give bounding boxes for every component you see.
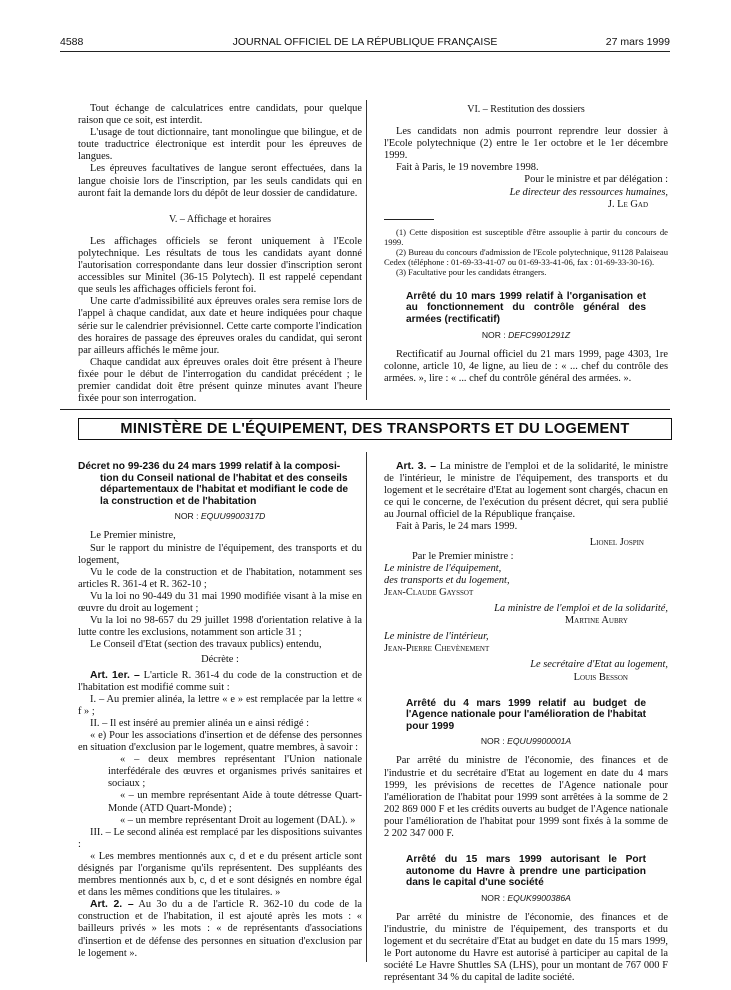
- signature-line: des transports et du logement,: [384, 574, 510, 586]
- signature-line: Pour le ministre et par délégation :: [524, 174, 668, 186]
- list-item: « – deux membres représentant l'Union nationale interfédérale des œuvres et organismes privés sanitaires et sociaux ;: [108, 754, 362, 790]
- paragraph: II. – Il est inséré au premier alinéa un e ainsi rédigé :: [90, 717, 309, 729]
- signatory-name: Martine Aubry: [564, 615, 628, 627]
- signatory-name: Lionel Jospin: [589, 536, 644, 548]
- list-item: « – un membre représentant Droit au logement (DAL). »: [120, 814, 356, 826]
- paragraph: « e) Pour les associations d'insertion et de défense des personnes en situation d'exclusion par le logement, quatre membres, à savoir :: [78, 729, 362, 754]
- column-divider: [366, 452, 367, 962]
- paragraph: Par arrêté du ministre de l'économie, des finances et de l'industrie et du secrétaire d'Etat au logement en date du 4 mars 1999, les prévisions de recettes de l'Agence nationale pour l'amélioration de l'habitat pour 1999 sont arrêtées à la somme de 2 202 869 000 F et les crédits ouverts au budget de l'Agence nationale pour l'amélioration de l'habitat pour 1999 sont fixés à la somme de 2 202 347 000 F.: [384, 755, 668, 840]
- section-heading: V. – Affichage et horaires: [168, 213, 272, 225]
- paragraph: Les candidats non admis pourront reprendre leur dossier à l'Ecole polytechnique (2) entre le 1er octobre et le 1er décembre 1999.: [384, 126, 668, 162]
- paragraph: « Les membres mentionnés aux c, d et e du présent article sont désignés par l'organisme qu'ils représentent. Des suppléants des membres mentionnés aux b, c, d et e sont désignés en nombre égal et dans les mêmes conditions que les titulaires. »: [78, 850, 362, 899]
- paragraph: L'usage de tout dictionnaire, tant monolingue que bilingue, et de toute traductrice électronique est interdit pour les épreuves de langues.: [78, 127, 362, 163]
- column-divider: [366, 100, 367, 400]
- issue-date: 27 mars 1999: [605, 36, 670, 48]
- nor-reference: [384, 735, 668, 747]
- nor-code: EQUU9900001A: [507, 736, 572, 747]
- paragraph: I. – Au premier alinéa, la lettre « e » est remplacée par la lettre « f » ;: [78, 693, 362, 717]
- arrete-title: Arrêté du 4 mars 1999 relatif au budget de l'Agence nationale pour l'amélioration de l'habitat pour 1999: [406, 697, 646, 732]
- nor-label: NOR :: [481, 329, 506, 340]
- nor-label: NOR :: [481, 892, 505, 903]
- signature-line: Par le Premier ministre :: [412, 550, 514, 562]
- paragraph: Sur le rapport du ministre de l'équipement, des transports et du logement,: [78, 542, 362, 566]
- section-heading: VI. – Restitution des dossiers: [467, 104, 585, 115]
- paragraph: Le Conseil d'Etat (section des travaux publics) entendu,: [90, 639, 322, 651]
- article-text: L'article R. 361-4 du code de la construction et de l'habitation est modifié comme suit :: [78, 669, 362, 693]
- paragraph: Les affichages officiels se feront uniquement à l'Ecole polytechnique. Les résultats de tous les candidats ayant donné l'autorisation correspondante dans leur dossier d'inscription seront accessibles sur Minitel (36-15 Polytech). Il est rappelé cependant que seuls les affichages officiels feront foi.: [78, 235, 362, 296]
- signatory-name: J. Le Gad: [607, 198, 648, 210]
- nor-code: EQUU9900317D: [200, 511, 266, 522]
- paragraph: Fait à Paris, le 19 novembre 1998.: [396, 162, 539, 174]
- article-1: [78, 670, 362, 694]
- signatory-name: Jean-Claude Gayssot: [384, 586, 474, 598]
- ministry-heading: MINISTÈRE DE L'ÉQUIPEMENT, DES TRANSPORTS ET DU LOGEMENT: [78, 418, 672, 440]
- page-number: 4588: [60, 36, 84, 48]
- nor-label: NOR :: [480, 736, 505, 747]
- top-right-column: [384, 104, 668, 385]
- paragraph: Vu le code de la construction et de l'habitation, notamment ses articles R. 361-4 et R. 362-10 ;: [78, 566, 362, 590]
- decrete-heading: Décrète :: [201, 654, 239, 666]
- list-item: « – un membre représentant Aide à toute détresse Quart-Monde (ATD Quart-Monde) ;: [108, 790, 362, 814]
- footnote: (1) Cette disposition est susceptible d'être assouplie à partir du concours de 1999.: [384, 226, 668, 247]
- decret-title-line: Décret no 99-236 du 24 mars 1999 relatif à la composi-: [78, 461, 341, 472]
- paragraph: Les épreuves facultatives de langue seront effectuées, dans la langue choisie lors de l'inscription, par les seuls candidats qui en auront fait la demande lors du dépôt de leur dossier de candidature.: [78, 163, 362, 199]
- top-left-column: [78, 103, 362, 405]
- paragraph: Rectificatif au Journal officiel du 21 mars 1999, page 4303, 1re colonne, article 10, 4e ligne, au lieu de : « ... chef du contrôle des armées. », lire : « ... chef du contrôle général des armées. ».: [384, 348, 668, 384]
- decret-title-line: départementaux de l'habitat et modifiant le code de: [100, 484, 349, 496]
- footnote: (2) Bureau du concours d'admission de l'Ecole polytechnique, 91128 Palaiseau Cedex (téléphone : 01-69-33-41-07 ou 01-69-33-41-06, fax : 01-69-33-30-16).: [384, 246, 668, 267]
- signatory-name: Jean-Pierre Chevènement: [384, 643, 490, 655]
- footnote-rule: [384, 219, 434, 220]
- signature-line: La ministre de l'emploi et de la solidarité,: [494, 603, 668, 615]
- decret-column: [78, 461, 362, 960]
- header-rule: [60, 51, 670, 52]
- signature-line: Le directeur des ressources humaines,: [509, 186, 668, 198]
- arrete-title: Arrêté du 15 mars 1999 autorisant le Port autonome du Havre à prendre une participation dans le capital d'une société: [406, 854, 646, 889]
- article-label: Art. 2. –: [90, 899, 134, 911]
- nor-reference: [384, 892, 668, 904]
- paragraph: Le Premier ministre,: [90, 530, 176, 542]
- paragraph: Chaque candidat aux épreuves orales doit être présent à l'heure fixée pour le début de l'interrogation du candidat précédent ; le premier candidat doit être présent quinze minutes avant l'heure fixée pour son interrogation.: [78, 356, 362, 405]
- nor-label: NOR :: [174, 511, 199, 522]
- signature-line: Le ministre de l'équipement,: [384, 562, 502, 574]
- decret-title-line: tion du Conseil national de l'habitat et des conseils: [100, 472, 348, 484]
- nor-code: DEFC9901291Z: [508, 329, 571, 340]
- article-label: Art. 1er. –: [90, 669, 140, 681]
- signature-line: Le secrétaire d'Etat au logement,: [530, 659, 668, 671]
- section-rule: [60, 409, 670, 410]
- signatory-name: Louis Besson: [573, 671, 628, 683]
- paragraph: Vu la loi no 90-449 du 31 mai 1990 modifiée visant à la mise en œuvre du droit au logement ;: [78, 590, 362, 615]
- nor-reference: [384, 329, 668, 341]
- paragraph: III. – Le second alinéa est remplacé par les dispositions suivantes :: [78, 826, 362, 850]
- paragraph: Une carte d'admissibilité aux épreuves orales sera remise lors de l'appel à chaque candidat, aux date et heure indiquées pour chaque série sur le calendrier prévisionnel. Cette carte comporte l'indication des horaires de passage des épreuves orales du candidat, qui seront par ailleurs affichés le même jour.: [78, 296, 362, 356]
- arrete-title: Arrêté du 10 mars 1999 relatif à l'organisation et au fonctionnement du contrôle général des armées (rectificatif): [406, 290, 646, 325]
- article-2: [78, 899, 362, 959]
- nor-code: EQUK9900386A: [507, 892, 571, 903]
- article-3: [384, 461, 668, 521]
- page-header: [60, 36, 670, 50]
- journal-title: JOURNAL OFFICIEL DE LA RÉPUBLIQUE FRANÇAISE: [232, 36, 498, 48]
- article-text: Au 3o du a de l'article R. 362-10 du code de la construction et de l'habitation, il est ajouté après les mots : « bailleurs privés » les mots : « de représentants d'associations d'insertion et de défense des personnes en situation d'exclusion par le logement ».: [78, 899, 362, 959]
- article-label: Art. 3. –: [396, 461, 437, 472]
- paragraph: Par arrêté du ministre de l'économie, des finances et de l'industrie, du ministre de l'équipement, des transports et du logement et du secrétaire d'Etat au budget en date du 15 mars 1999, le Port autonome du Havre est autorisé à participer au capital de la société Le Havre Shuttles SA (LHS), pour un montant de 767 000 F représentant 34 % du capital de ladite société.: [384, 912, 668, 984]
- paragraph: Vu la loi no 98-657 du 29 juillet 1998 d'orientation relative à la lutte contre les exclusions, notamment son article 31 ;: [78, 615, 362, 639]
- paragraph: Fait à Paris, le 24 mars 1999.: [396, 521, 518, 533]
- footnote: (3) Facultative pour les candidats étrangers.: [396, 266, 547, 277]
- decret-title: [78, 461, 362, 507]
- signature-line: Le ministre de l'intérieur,: [384, 631, 489, 643]
- article-text: La ministre de l'emploi et de la solidarité, le ministre de l'intérieur, le ministre de l'équipement, des transports et du logement et le secrétaire d'Etat au logement sont chargés, chacun en ce qui le concerne, de l'exécution du présent décret, qui sera publié au Journal officiel de la République française.: [384, 461, 668, 521]
- nor-reference: [78, 510, 362, 522]
- decret-title-line: la construction et de l'habitation: [100, 495, 257, 507]
- bottom-right-column: [384, 461, 668, 985]
- paragraph: Tout échange de calculatrices entre candidats, pour quelque raison que ce soit, est interdit.: [78, 103, 362, 127]
